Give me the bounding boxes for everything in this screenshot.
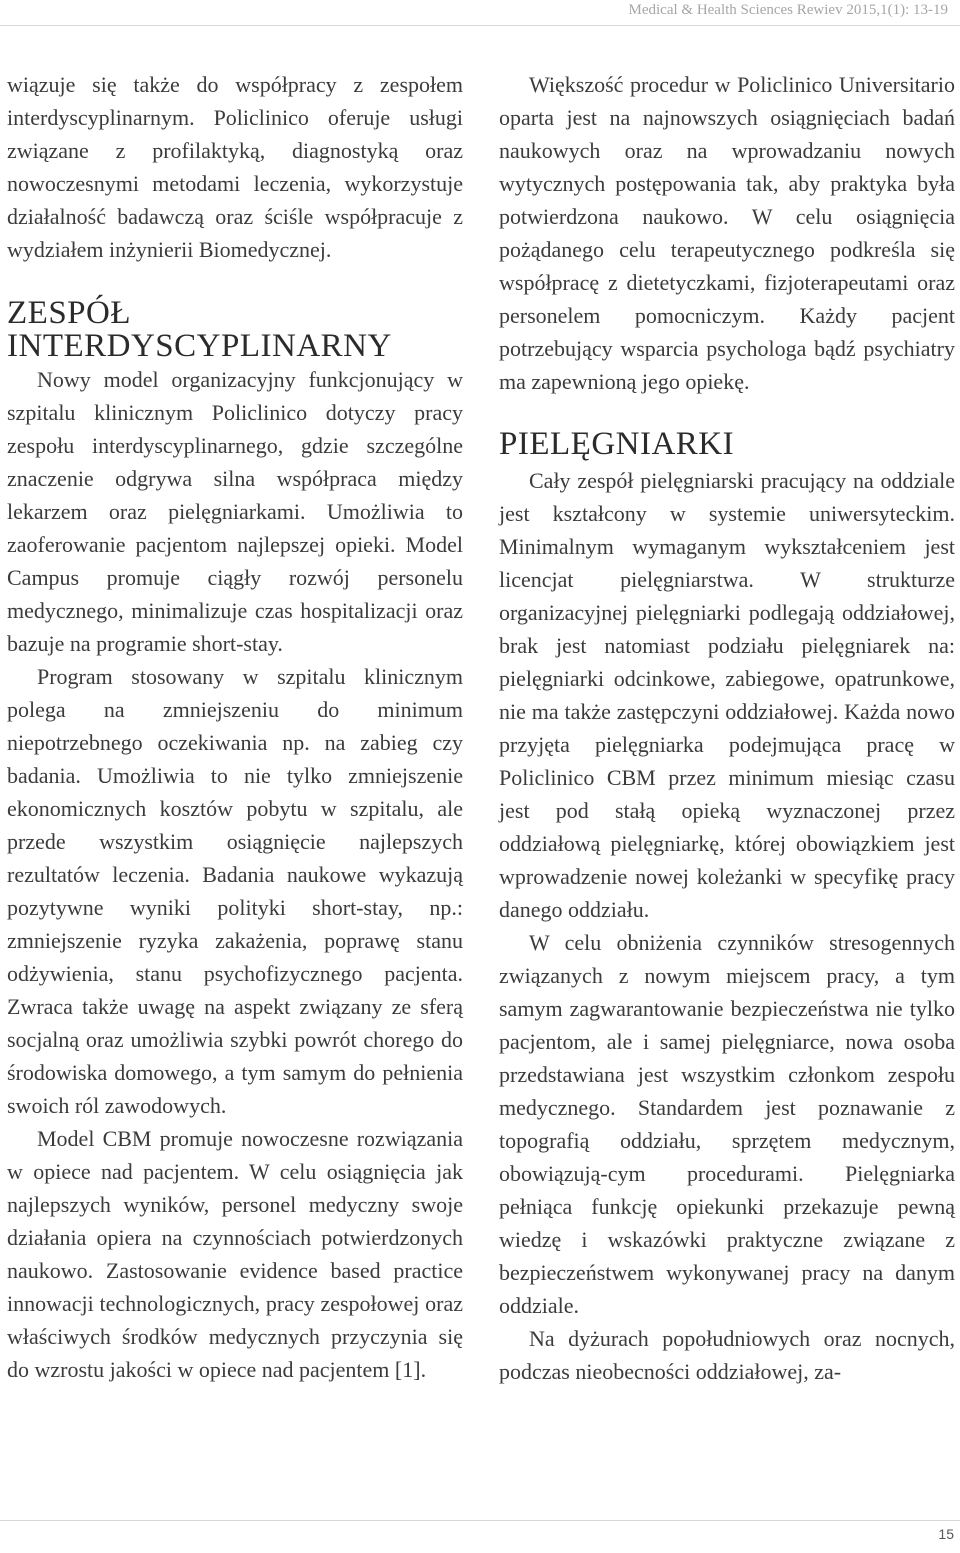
right-column [499,68,955,1388]
paragraph: Program stosowany w szpitalu klinicznym polega na zmniejszeniu do minimum niepotrzebnego oczekiwania np. na zabieg czy badania. Umożliwia to nie tylko zmniejszenie ekonomicznych kosztów pobytu w szpitalu, ale przede wszystkim osiągnięcie najlepszych rezultatów leczenia. Badania naukowe wykazują pozytywne wyniki polityki short-stay, np.: zmniejszenie ryzyka zakażenia, poprawę stanu odżywienia, stanu psychofizycznego pacjenta. Zwraca także uwagę na aspekt związany ze sferą socjalną oraz umożliwia szybki powrót chorego do środowiska domowego, a tym samym do pełnienia swoich ról zawodowych. [7,664,463,1118]
page-number: 15 [938,1526,954,1542]
paragraph: W celu obniżenia czynników stresogennych związanych z nowym miejscem pracy, a tym samym zagwarantowanie bezpieczeństwa nie tylko pacjentom, ale i samej pielęgniarce, nowa osoba przedstawiana jest wszystkim członkom zespołu medycznego. Standardem jest poznawanie z topografią oddziału, sprzętem medycznym, obowiązują-cym procedurami. Pielęgniarka pełniąca funkcję opiekunki przekazuje pewną wiedzę i wskazówki praktyczne związane z bezpieczeństwem wykonywanej pracy na danym oddziale. [499,930,955,1318]
section-title-interdisciplinary-team [7,297,463,363]
section-title-line-1: ZESPÓŁ [7,295,132,331]
left-column [7,68,463,1386]
section-title-line-2: INTERDYSCYPLINARNY [7,328,392,364]
header-divider [0,25,960,26]
intro-paragraph: wiązuje się także do współpracy z zespołem interdyscyplinarnym. Policlinico oferuje usługi związane z profilaktyką, diagnostyką oraz nowoczesnymi metodami leczenia, wykorzystuje działalność badawczą oraz ściśle współpracuje z wydziałem inżynierii Biomedycznej. [7,72,463,262]
section-title-nurses: PIELĘGNIARKI [499,426,735,462]
journal-header: Medical & Health Sciences Rewiev 2015,1(1): 13-19 [628,2,948,18]
paragraph: Model CBM promuje nowoczesne rozwiązania w opiece nad pacjentem. W celu osiągnięcia jak najlepszych wyników, personel medyczny swoje działania opiera na czynnościach potwierdzonych naukowo. Zastosowanie evidence based practice innowacji technologicznych, pracy zespołowej oraz właściwych środków medycznych przyczynia się do wzrostu jakości w opiece nad pacjentem [1]. [7,1126,463,1382]
paragraph: Nowy model organizacyjny funkcjonujący w szpitalu klinicznym Policlinico dotyczy pracy zespołu interdyscyplinarnego, gdzie szczególne znaczenie odgrywa silna współpraca między lekarzem oraz pielęgniarkami. Umożliwia to zaoferowanie pacjentom najlepszej opieki. Model Campus promuje ciągły rozwój personelu medycznego, minimalizuje czas hospitalizacji oraz bazuje na programie short-stay. [7,367,463,656]
paragraph: Cały zespół pielęgniarski pracujący na oddziale jest kształcony w systemie uniwersyteckim. Minimalnym wymaganym wykształceniem jest licencjat pielęgniarstwa. W strukturze organizacyjnej pielęgniarki podlegają oddziałowej, brak jest natomiast podziału pielęgniarek na: pielęgniarki odcinkowe, zabiegowe, opatrunkowe, nie ma także zastępczyni oddziałowej. Każda nowo przyjęta pielęgniarka podejmująca pracę w Policlinico CBM przez minimum miesiąc czasu jest pod stałą opieką wyznaczonej przez oddziałową pielęgniarkę, której obowiązkiem jest wprowadzenie nowej koleżanki w specyfikę pracy danego oddziału. [499,468,955,922]
footer-divider [0,1520,960,1521]
paragraph: Na dyżurach popołudniowych oraz nocnych, podczas nieobecności oddziałowej, za- [499,1326,955,1384]
paragraph: Większość procedur w Policlinico Universitario oparta jest na najnowszych osiągnięciach badań naukowych oraz na wprowadzaniu nowych wytycznych postępowania tak, aby praktyka była potwierdzona naukowo. W celu osiągnięcia pożądanego celu terapeutycznego podkreśla się współpracę z dietetyczkami, fizjoterapeutami oraz personelem pomocniczym. Każdy pacjent potrzebujący wsparcia psychologa bądź psychiatry ma zapewnioną jego opiekę. [499,72,955,394]
